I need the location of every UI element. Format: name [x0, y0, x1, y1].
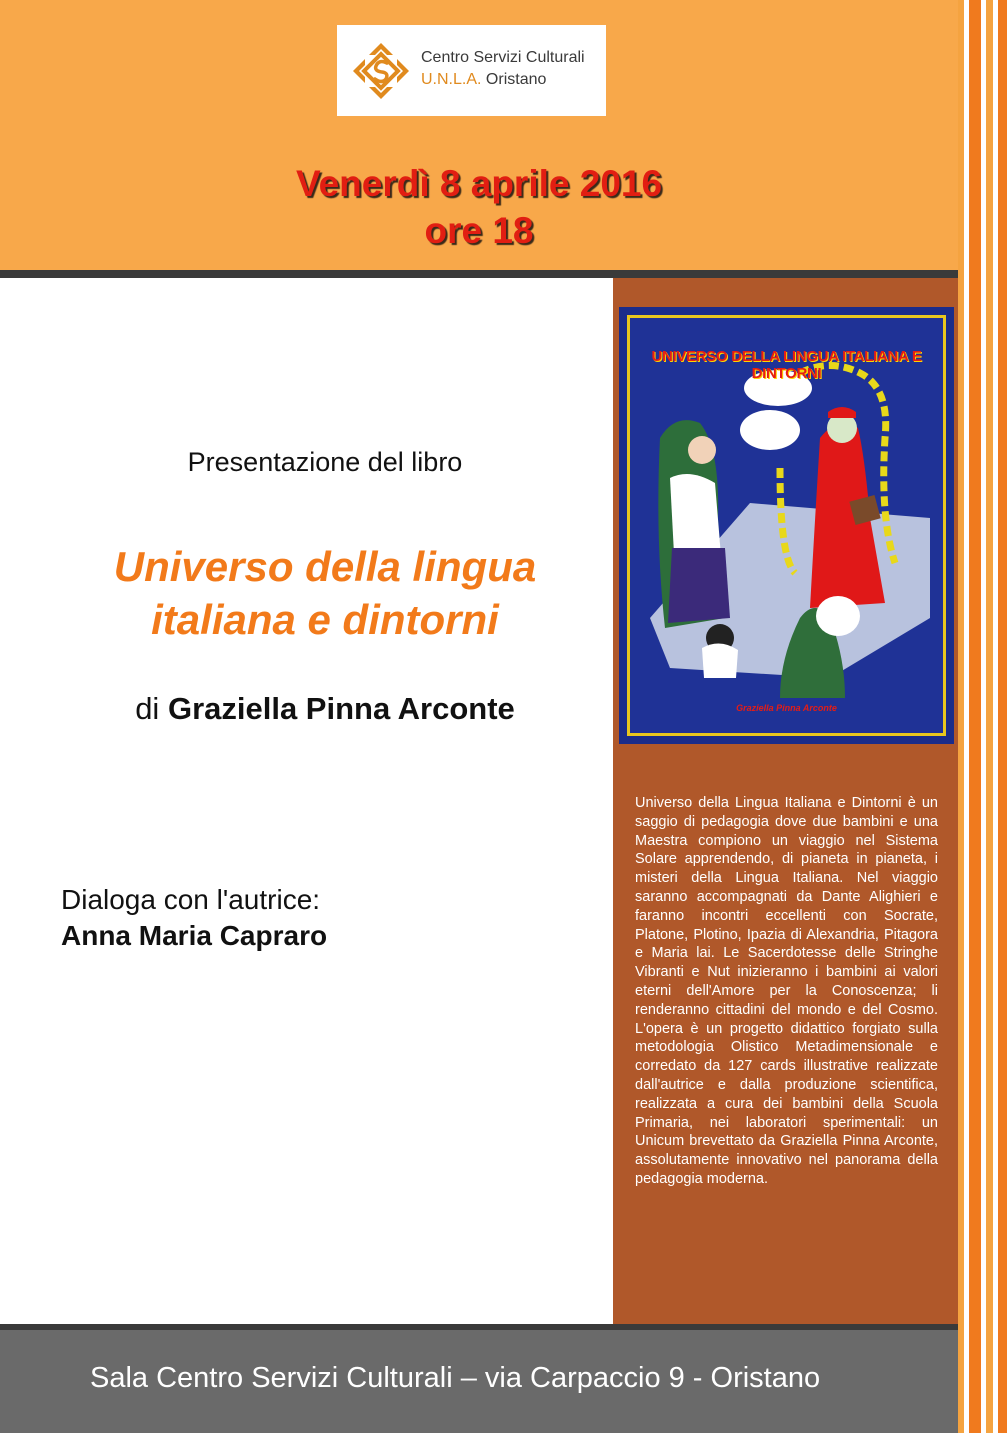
book-cover-image — [619, 307, 954, 744]
author-name: Graziella Pinna Arconte — [167, 691, 515, 726]
book-cover-frame — [627, 315, 946, 736]
book-title-line2: italiana e dintorni — [151, 596, 499, 643]
author-prefix: di — [135, 691, 160, 726]
unla-logo-icon — [349, 39, 413, 103]
cover-author: Graziella Pinna Arconte — [736, 703, 837, 713]
cover-title: UNIVERSO DELLA LINGUA ITALIANA E DINTORNI — [651, 348, 922, 382]
decorative-stripe — [998, 0, 1007, 1433]
book-author — [0, 691, 650, 727]
moderator-name: Anna Maria Capraro — [61, 920, 328, 951]
decorative-stripe — [969, 0, 981, 1433]
presentation-label: Presentazione del libro — [187, 447, 463, 477]
book-description: Universo della Lingua Italiana e Dintorni è un saggio di pedagogia dove due bambini e una Maestra compiono un viaggio nel Sistema Solare apprendendo, di pianeta in pianeta, i misteri della Lingua Italiana. Nel viaggio saranno accompagnati da Dante Alighieri e faranno incontri eccellenti con Socrate, Platone, Plotino, Ipazia di Alexandria, Pitagora e Maria lai. Le Sacerdotesse delle Stringhe Vibranti e Nut inizieranno i bambini ai valori eterni dell'Amore per la Conoscenza; li renderanno cittadini del mondo e del Cosmo. L'opera è un progetto didattico forgiato sulla metodologia Olistico Metadimensionale e corredato da 127 cards illustrative realizzate dall'autrice e dalla produzione scientifica, realizzata a cura dei bambini della Scuola Primaria, nei laboratori sperimentali: un Unicum brevettato da Graziella Pinna Arconte, assolutamente innovativo nel panorama della pedagogia moderna. — [635, 795, 938, 1187]
moderator-label: Dialoga con l'autrice: — [61, 884, 321, 915]
event-time: ore 18 — [424, 210, 534, 251]
logo — [337, 25, 606, 116]
book-title — [0, 540, 650, 646]
logo-org-name: Centro Servizi Culturali — [421, 49, 585, 66]
decorative-stripe — [986, 0, 993, 1433]
event-date: Venerdì 8 aprile 2016 — [295, 163, 663, 204]
logo-city: Oristano — [485, 71, 547, 88]
logo-org-acronym: U.N.L.A. — [421, 71, 482, 88]
header-divider — [0, 270, 958, 278]
venue-address: Sala Centro Servizi Culturali – via Carpaccio 9 - Oristano — [90, 1362, 821, 1394]
logo-subtitle — [421, 71, 546, 89]
book-title-line1: Universo della lingua — [113, 543, 537, 590]
